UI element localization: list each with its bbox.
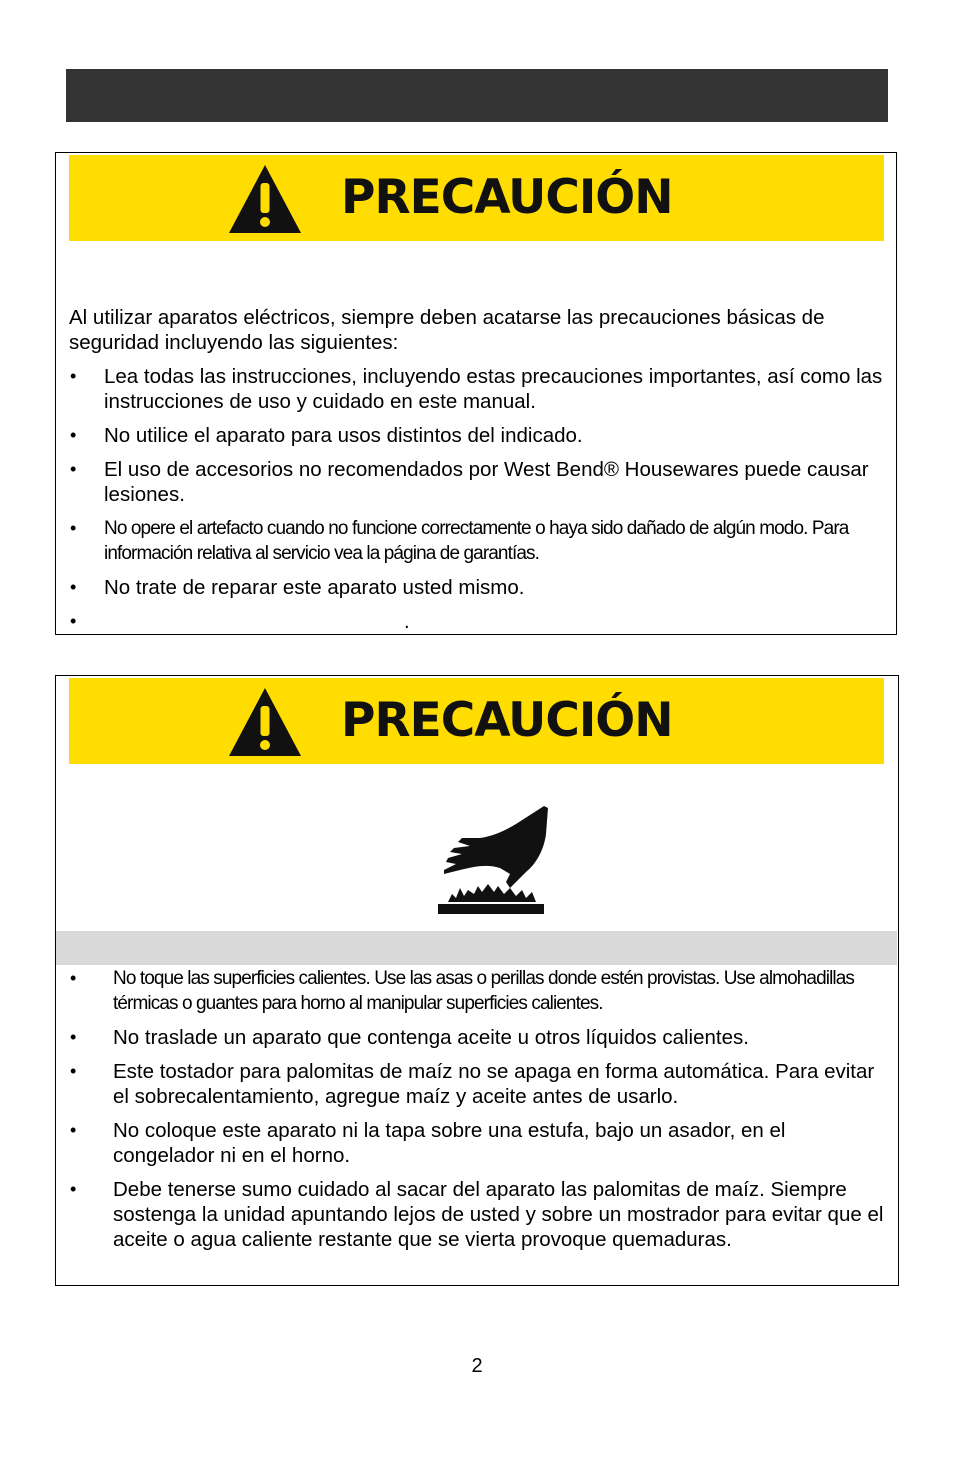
list-item: • No trate de reparar este aparato usted mismo.: [104, 575, 894, 600]
list-item: • Debe tenerse sumo cuidado al sacar del aparato las palomitas de maíz. Siempre sostenga la unidad apuntando lejos de usted y sobre un mostrador para evitar que el aceite o agua caliente restante que se vierta provoque quemaduras.: [113, 1177, 885, 1252]
caution-banner: [69, 155, 884, 241]
caution-title: PRECAUCIÓN: [341, 170, 673, 225]
list-item: • Lea todas las instrucciones, incluyendo estas precauciones importantes, así como las instrucciones de uso y cuidado en este manual.: [104, 364, 894, 414]
warning-triangle-icon: [227, 686, 303, 758]
list-item: • El uso de accesorios no recomendados por West Bend® Housewares puede causar lesiones.: [104, 457, 894, 507]
caution-title: PRECAUCIÓN: [341, 693, 673, 748]
page-number: 2: [471, 1355, 483, 1377]
section-divider-strip: [56, 931, 897, 965]
list-item: • No opere el artefacto cuando no funcione correctamente o haya sido dañado de algún modo. Para información relativa al servicio vea la página de garantías.: [104, 516, 894, 566]
caution-panel-general: [55, 152, 897, 635]
list-item: • .: [104, 609, 894, 634]
header-bar: [66, 69, 888, 122]
caution-panel-hot-surfaces: [55, 675, 899, 1286]
general-precautions-list: [104, 364, 894, 643]
hot-surface-icon: [436, 804, 548, 916]
warning-triangle-icon: [227, 163, 303, 235]
list-item: • No utilice el aparato para usos distintos del indicado.: [104, 423, 894, 448]
list-item: • No coloque este aparato ni la tapa sobre una estufa, bajo un asador, en el congelador ni en el horno.: [113, 1118, 885, 1168]
list-item: • Este tostador para palomitas de maíz no se apaga en forma automática. Para evitar el sobrecalentamiento, agregue maíz y aceite antes de usarlo.: [113, 1059, 885, 1109]
caution-banner: [69, 678, 884, 764]
intro-text: Al utilizar aparatos eléctricos, siempre deben acatarse las precauciones básicas de seguridad incluyendo las siguientes:: [69, 306, 825, 354]
hot-surface-precautions-list: [113, 966, 885, 1261]
list-item: • No toque las superficies calientes. Use las asas o perillas donde estén provistas. Use almohadillas térmicas o guantes para horno al manipular superficies calientes.: [113, 966, 885, 1016]
list-item: • No traslade un aparato que contenga aceite u otros líquidos calientes.: [113, 1025, 885, 1050]
